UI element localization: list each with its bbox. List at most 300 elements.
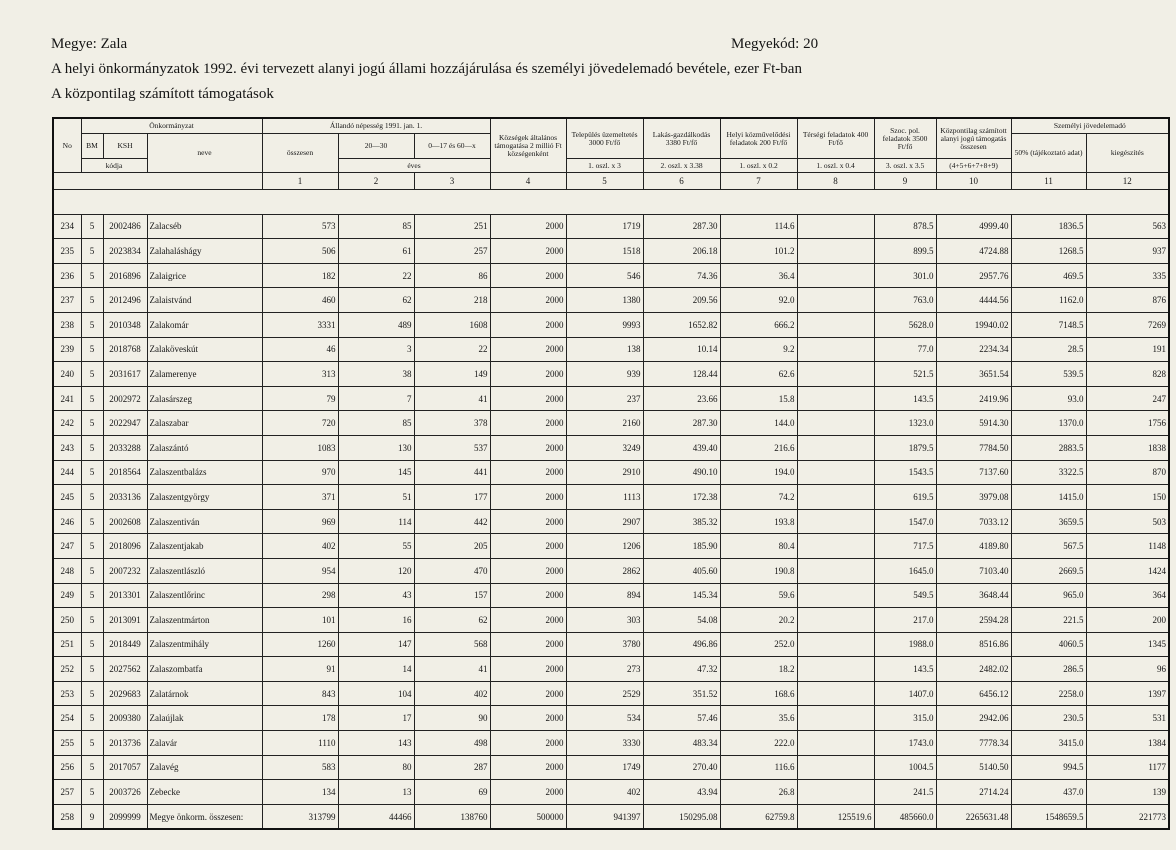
cell-ksh: 2002486	[103, 214, 147, 239]
cell-tersegi	[797, 608, 874, 633]
column-number: 9	[874, 173, 936, 190]
cell-name: Zalavár	[147, 731, 262, 756]
cell-kozsegek: 2000	[490, 263, 566, 288]
cell-szja-kieg: 7269	[1086, 312, 1169, 337]
cell-kozmuvelodes: 666.2	[720, 312, 797, 337]
cell-bm: 9	[81, 804, 103, 829]
cell-kozponti: 3651.54	[936, 362, 1011, 387]
cell-lakas: 490.10	[643, 460, 720, 485]
cell-population: 506	[262, 239, 338, 264]
cell-lakas: 74.36	[643, 263, 720, 288]
cell-ksh: 2007232	[103, 558, 147, 583]
cell-szja-kieg: 1397	[1086, 681, 1169, 706]
cell-bm: 5	[81, 509, 103, 534]
cell-kozmuvelodes: 18.2	[720, 657, 797, 682]
cell-ksh: 2023834	[103, 239, 147, 264]
cell-age-20-30: 85	[338, 411, 414, 436]
cell-bm: 5	[81, 755, 103, 780]
cell-kozsegek: 2000	[490, 214, 566, 239]
cell-tersegi	[797, 755, 874, 780]
header-kozmuvelodes-sub: 1. oszl. x 0.2	[720, 159, 797, 173]
cell-lakas: 385.32	[643, 509, 720, 534]
cell-age-20-30: 44466	[338, 804, 414, 829]
table-row	[53, 386, 1169, 411]
header-telepules-sub: 1. oszl. x 3	[566, 159, 643, 173]
cell-telepules: 237	[566, 386, 643, 411]
cell-kozponti: 7033.12	[936, 509, 1011, 534]
cell-bm: 5	[81, 534, 103, 559]
cell-szja-50: 1162.0	[1011, 288, 1086, 313]
cell-age-20-30: 130	[338, 435, 414, 460]
cell-age-20-30: 3	[338, 337, 414, 362]
header-lakas: Lakás-gazdálkodás 3380 Ft/fő	[643, 118, 720, 159]
cell-age-20-30: 61	[338, 239, 414, 264]
cell-tersegi	[797, 239, 874, 264]
cell-kozsegek: 2000	[490, 558, 566, 583]
cell-age-0-17-60: 378	[414, 411, 490, 436]
cell-age-20-30: 13	[338, 780, 414, 805]
cell-kozponti: 7784.50	[936, 435, 1011, 460]
cell-name: Zalaszentlőrinc	[147, 583, 262, 608]
cell-ksh: 2029683	[103, 681, 147, 706]
cell-tersegi	[797, 534, 874, 559]
cell-kozponti: 2957.76	[936, 263, 1011, 288]
cell-lakas: 47.32	[643, 657, 720, 682]
cell-szja-50: 539.5	[1011, 362, 1086, 387]
table-row	[53, 362, 1169, 387]
cell-name: Zalaszentmárton	[147, 608, 262, 633]
cell-population: 313	[262, 362, 338, 387]
cell-kozmuvelodes: 74.2	[720, 485, 797, 510]
cell-ksh: 2010348	[103, 312, 147, 337]
cell-population: 1260	[262, 632, 338, 657]
cell-population: 402	[262, 534, 338, 559]
cell-name: Zalaigrice	[147, 263, 262, 288]
cell-no: 238	[53, 312, 81, 337]
cell-telepules: 2529	[566, 681, 643, 706]
cell-szja-50: 3659.5	[1011, 509, 1086, 534]
cell-age-20-30: 62	[338, 288, 414, 313]
cell-ksh: 2018096	[103, 534, 147, 559]
cell-tersegi	[797, 362, 874, 387]
cell-population: 843	[262, 681, 338, 706]
cell-name: Zalaistvánd	[147, 288, 262, 313]
cell-age-20-30: 7	[338, 386, 414, 411]
cell-szoc: 878.5	[874, 214, 936, 239]
cell-kozmuvelodes: 101.2	[720, 239, 797, 264]
header-tersegi-sub: 1. oszl. x 0.4	[797, 159, 874, 173]
cell-szoc: 143.5	[874, 657, 936, 682]
cell-age-0-17-60: 441	[414, 460, 490, 485]
cell-kozmuvelodes: 116.6	[720, 755, 797, 780]
cell-age-0-17-60: 498	[414, 731, 490, 756]
cell-telepules: 1113	[566, 485, 643, 510]
cell-szja-50: 1836.5	[1011, 214, 1086, 239]
cell-kozsegek: 2000	[490, 657, 566, 682]
cell-age-0-17-60: 22	[414, 337, 490, 362]
cell-age-0-17-60: 287	[414, 755, 490, 780]
cell-age-0-17-60: 157	[414, 583, 490, 608]
cell-szoc: 301.0	[874, 263, 936, 288]
cell-ksh: 2017057	[103, 755, 147, 780]
cell-lakas: 10.14	[643, 337, 720, 362]
cell-name: Zalaszentbalázs	[147, 460, 262, 485]
cell-no: 242	[53, 411, 81, 436]
cell-kozponti: 7137.60	[936, 460, 1011, 485]
cell-szja-50: 3415.0	[1011, 731, 1086, 756]
cell-age-0-17-60: 568	[414, 632, 490, 657]
cell-name: Zalatárnok	[147, 681, 262, 706]
table-row	[53, 485, 1169, 510]
cell-kozsegek: 2000	[490, 608, 566, 633]
cell-szja-kieg: 563	[1086, 214, 1169, 239]
cell-ksh: 2027562	[103, 657, 147, 682]
cell-age-0-17-60: 470	[414, 558, 490, 583]
cell-bm: 5	[81, 731, 103, 756]
cell-age-0-17-60: 62	[414, 608, 490, 633]
cell-szja-kieg: 876	[1086, 288, 1169, 313]
cell-tersegi	[797, 706, 874, 731]
cell-telepules: 3780	[566, 632, 643, 657]
cell-kozsegek: 2000	[490, 632, 566, 657]
cell-tersegi	[797, 509, 874, 534]
cell-bm: 5	[81, 362, 103, 387]
cell-szoc: 1645.0	[874, 558, 936, 583]
cell-szoc: 1547.0	[874, 509, 936, 534]
cell-bm: 5	[81, 632, 103, 657]
cell-telepules: 939	[566, 362, 643, 387]
cell-kozmuvelodes: 9.2	[720, 337, 797, 362]
cell-szja-50: 3322.5	[1011, 460, 1086, 485]
cell-ksh: 2002972	[103, 386, 147, 411]
table-row	[53, 706, 1169, 731]
cell-kozponti: 5140.50	[936, 755, 1011, 780]
cell-ksh: 2033136	[103, 485, 147, 510]
cell-telepules: 2862	[566, 558, 643, 583]
cell-ksh: 2012496	[103, 288, 147, 313]
column-number: 12	[1086, 173, 1169, 190]
header-bm: BM	[81, 134, 103, 159]
cell-kozsegek: 2000	[490, 681, 566, 706]
cell-no: 249	[53, 583, 81, 608]
table-row	[53, 411, 1169, 436]
cell-age-20-30: 147	[338, 632, 414, 657]
cell-bm: 5	[81, 460, 103, 485]
cell-lakas: 128.44	[643, 362, 720, 387]
cell-tersegi	[797, 386, 874, 411]
cell-lakas: 351.52	[643, 681, 720, 706]
data-table	[52, 117, 1170, 830]
cell-szja-kieg: 1384	[1086, 731, 1169, 756]
table-row	[53, 731, 1169, 756]
cell-no: 258	[53, 804, 81, 829]
cell-szja-50: 7148.5	[1011, 312, 1086, 337]
cell-kozmuvelodes: 190.8	[720, 558, 797, 583]
cell-age-20-30: 43	[338, 583, 414, 608]
cell-age-20-30: 104	[338, 681, 414, 706]
cell-kozponti: 6456.12	[936, 681, 1011, 706]
column-number: 6	[643, 173, 720, 190]
cell-no: 245	[53, 485, 81, 510]
cell-tersegi	[797, 632, 874, 657]
cell-population: 573	[262, 214, 338, 239]
cell-szoc: 1879.5	[874, 435, 936, 460]
cell-szja-50: 2883.5	[1011, 435, 1086, 460]
cell-szja-50: 2669.5	[1011, 558, 1086, 583]
cell-kozmuvelodes: 36.4	[720, 263, 797, 288]
cell-name: Zalaszabar	[147, 411, 262, 436]
cell-szja-kieg: 937	[1086, 239, 1169, 264]
cell-kozmuvelodes: 114.6	[720, 214, 797, 239]
cell-kozmuvelodes: 193.8	[720, 509, 797, 534]
table-row	[53, 214, 1169, 239]
cell-szja-50: 93.0	[1011, 386, 1086, 411]
cell-kozmuvelodes: 62.6	[720, 362, 797, 387]
table-row	[53, 435, 1169, 460]
cell-szoc: 1407.0	[874, 681, 936, 706]
cell-age-0-17-60: 1608	[414, 312, 490, 337]
cell-no: 247	[53, 534, 81, 559]
cell-kozmuvelodes: 216.6	[720, 435, 797, 460]
cell-kozmuvelodes: 15.8	[720, 386, 797, 411]
table-row	[53, 558, 1169, 583]
cell-kozponti: 4444.56	[936, 288, 1011, 313]
cell-szja-kieg: 335	[1086, 263, 1169, 288]
cell-name: Zalaszentlászló	[147, 558, 262, 583]
cell-bm: 5	[81, 706, 103, 731]
cell-lakas: 483.34	[643, 731, 720, 756]
cell-szja-kieg: 503	[1086, 509, 1169, 534]
cell-szja-kieg: 96	[1086, 657, 1169, 682]
cell-name: Zalaszentjakab	[147, 534, 262, 559]
cell-telepules: 1749	[566, 755, 643, 780]
table-row	[53, 780, 1169, 805]
cell-name: Zalaszombatfa	[147, 657, 262, 682]
cell-lakas: 185.90	[643, 534, 720, 559]
cell-ksh: 2013091	[103, 608, 147, 633]
header-kodja: kódja	[81, 159, 147, 173]
header-lakas-sub: 2. oszl. x 3.38	[643, 159, 720, 173]
cell-age-20-30: 38	[338, 362, 414, 387]
cell-bm: 5	[81, 288, 103, 313]
cell-szja-kieg: 1756	[1086, 411, 1169, 436]
cell-telepules: 1206	[566, 534, 643, 559]
cell-kozsegek: 500000	[490, 804, 566, 829]
table-row	[53, 534, 1169, 559]
cell-kozmuvelodes: 80.4	[720, 534, 797, 559]
cell-population: 970	[262, 460, 338, 485]
cell-tersegi	[797, 435, 874, 460]
cell-bm: 5	[81, 337, 103, 362]
cell-telepules: 546	[566, 263, 643, 288]
cell-age-20-30: 22	[338, 263, 414, 288]
cell-age-20-30: 16	[338, 608, 414, 633]
cell-lakas: 57.46	[643, 706, 720, 731]
table-row	[53, 239, 1169, 264]
cell-tersegi	[797, 312, 874, 337]
cell-age-20-30: 145	[338, 460, 414, 485]
header-ksh: KSH	[103, 134, 147, 159]
cell-kozsegek: 2000	[490, 534, 566, 559]
cell-ksh: 2022947	[103, 411, 147, 436]
cell-telepules: 2910	[566, 460, 643, 485]
cell-telepules: 402	[566, 780, 643, 805]
cell-age-0-17-60: 69	[414, 780, 490, 805]
cell-tersegi	[797, 780, 874, 805]
cell-population: 101	[262, 608, 338, 633]
cell-szja-50: 965.0	[1011, 583, 1086, 608]
cell-bm: 5	[81, 558, 103, 583]
header-kozponti: Központilag számított alanyi jogú támogatás összesen	[936, 118, 1011, 159]
cell-no: 235	[53, 239, 81, 264]
cell-tersegi	[797, 288, 874, 313]
cell-kozmuvelodes: 20.2	[720, 608, 797, 633]
cell-no: 254	[53, 706, 81, 731]
cell-age-0-17-60: 442	[414, 509, 490, 534]
cell-name: Zalasárszeg	[147, 386, 262, 411]
cell-age-0-17-60: 86	[414, 263, 490, 288]
cell-szja-kieg: 191	[1086, 337, 1169, 362]
cell-kozsegek: 2000	[490, 239, 566, 264]
cell-bm: 5	[81, 681, 103, 706]
cell-name: Zalaszentiván	[147, 509, 262, 534]
column-number: 11	[1011, 173, 1086, 190]
cell-kozponti: 7103.40	[936, 558, 1011, 583]
column-number: 8	[797, 173, 874, 190]
cell-age-0-17-60: 149	[414, 362, 490, 387]
cell-age-20-30: 55	[338, 534, 414, 559]
cell-no: 243	[53, 435, 81, 460]
header-kozsegek: Községek általános támogatása 2 millió Ft községenként	[490, 118, 566, 173]
cell-population: 46	[262, 337, 338, 362]
cell-kozponti: 4999.40	[936, 214, 1011, 239]
cell-kozponti: 3979.08	[936, 485, 1011, 510]
cell-szoc: 763.0	[874, 288, 936, 313]
cell-bm: 5	[81, 239, 103, 264]
header-osszesen: összesen	[262, 134, 338, 173]
cell-bm: 5	[81, 312, 103, 337]
cell-kozmuvelodes: 144.0	[720, 411, 797, 436]
cell-tersegi	[797, 263, 874, 288]
cell-age-0-17-60: 218	[414, 288, 490, 313]
cell-kozmuvelodes: 222.0	[720, 731, 797, 756]
county-code: Megyekód: 20	[731, 36, 819, 52]
cell-no: 251	[53, 632, 81, 657]
cell-telepules: 3330	[566, 731, 643, 756]
cell-no: 256	[53, 755, 81, 780]
header-tersegi: Térségi feladatok 400 Ft/fő	[797, 118, 874, 159]
cell-telepules: 3249	[566, 435, 643, 460]
cell-ksh: 2002608	[103, 509, 147, 534]
cell-kozponti: 2482.02	[936, 657, 1011, 682]
cell-szoc: 315.0	[874, 706, 936, 731]
cell-szoc: 1543.5	[874, 460, 936, 485]
cell-szja-kieg: 150	[1086, 485, 1169, 510]
cell-no: 234	[53, 214, 81, 239]
cell-population: 298	[262, 583, 338, 608]
cell-population: 182	[262, 263, 338, 288]
cell-kozsegek: 2000	[490, 706, 566, 731]
cell-population: 178	[262, 706, 338, 731]
cell-kozmuvelodes: 168.6	[720, 681, 797, 706]
cell-kozsegek: 2000	[490, 485, 566, 510]
cell-lakas: 439.40	[643, 435, 720, 460]
header-szja: Személyi jövedelemadó	[1011, 118, 1169, 134]
cell-telepules: 534	[566, 706, 643, 731]
cell-szja-50: 437.0	[1011, 780, 1086, 805]
cell-telepules: 138	[566, 337, 643, 362]
cell-kozmuvelodes: 62759.8	[720, 804, 797, 829]
cell-lakas: 287.30	[643, 411, 720, 436]
cell-population: 720	[262, 411, 338, 436]
cell-lakas: 23.66	[643, 386, 720, 411]
column-number: 3	[414, 173, 490, 190]
cell-kozmuvelodes: 26.8	[720, 780, 797, 805]
cell-kozponti: 2265631.48	[936, 804, 1011, 829]
table-row	[53, 263, 1169, 288]
cell-population: 313799	[262, 804, 338, 829]
cell-bm: 5	[81, 214, 103, 239]
cell-kozsegek: 2000	[490, 460, 566, 485]
table-header	[53, 118, 1169, 190]
cell-population: 134	[262, 780, 338, 805]
cell-age-20-30: 489	[338, 312, 414, 337]
cell-szoc: 619.5	[874, 485, 936, 510]
cell-name: Zalacséb	[147, 214, 262, 239]
cell-telepules: 303	[566, 608, 643, 633]
total-row	[53, 804, 1169, 829]
cell-age-20-30: 17	[338, 706, 414, 731]
cell-szoc: 241.5	[874, 780, 936, 805]
cell-telepules: 9993	[566, 312, 643, 337]
cell-name: Zebecke	[147, 780, 262, 805]
table-row	[53, 632, 1169, 657]
table-row	[53, 755, 1169, 780]
cell-ksh: 2031617	[103, 362, 147, 387]
cell-szja-50: 28.5	[1011, 337, 1086, 362]
cell-kozmuvelodes: 194.0	[720, 460, 797, 485]
cell-age-20-30: 51	[338, 485, 414, 510]
cell-kozponti: 19940.02	[936, 312, 1011, 337]
cell-szoc: 217.0	[874, 608, 936, 633]
cell-tersegi	[797, 681, 874, 706]
cell-name: Zalakomár	[147, 312, 262, 337]
cell-no: 250	[53, 608, 81, 633]
column-number-row	[53, 173, 1169, 190]
cell-ksh: 2018449	[103, 632, 147, 657]
table-row	[53, 681, 1169, 706]
cell-szja-50: 994.5	[1011, 755, 1086, 780]
cell-kozsegek: 2000	[490, 731, 566, 756]
cell-kozsegek: 2000	[490, 435, 566, 460]
cell-ksh: 2018564	[103, 460, 147, 485]
cell-szja-kieg: 531	[1086, 706, 1169, 731]
cell-szoc: 899.5	[874, 239, 936, 264]
cell-szja-kieg: 1424	[1086, 558, 1169, 583]
cell-name: Megye önkorm. összesen:	[147, 804, 262, 829]
cell-szoc: 1743.0	[874, 731, 936, 756]
cell-age-0-17-60: 41	[414, 657, 490, 682]
cell-telepules: 894	[566, 583, 643, 608]
cell-kozponti: 2594.28	[936, 608, 1011, 633]
cell-szja-kieg: 828	[1086, 362, 1169, 387]
cell-no: 255	[53, 731, 81, 756]
cell-bm: 5	[81, 386, 103, 411]
cell-bm: 5	[81, 435, 103, 460]
cell-szja-kieg: 1345	[1086, 632, 1169, 657]
cell-kozponti: 2419.96	[936, 386, 1011, 411]
header-neve: neve	[147, 134, 262, 173]
